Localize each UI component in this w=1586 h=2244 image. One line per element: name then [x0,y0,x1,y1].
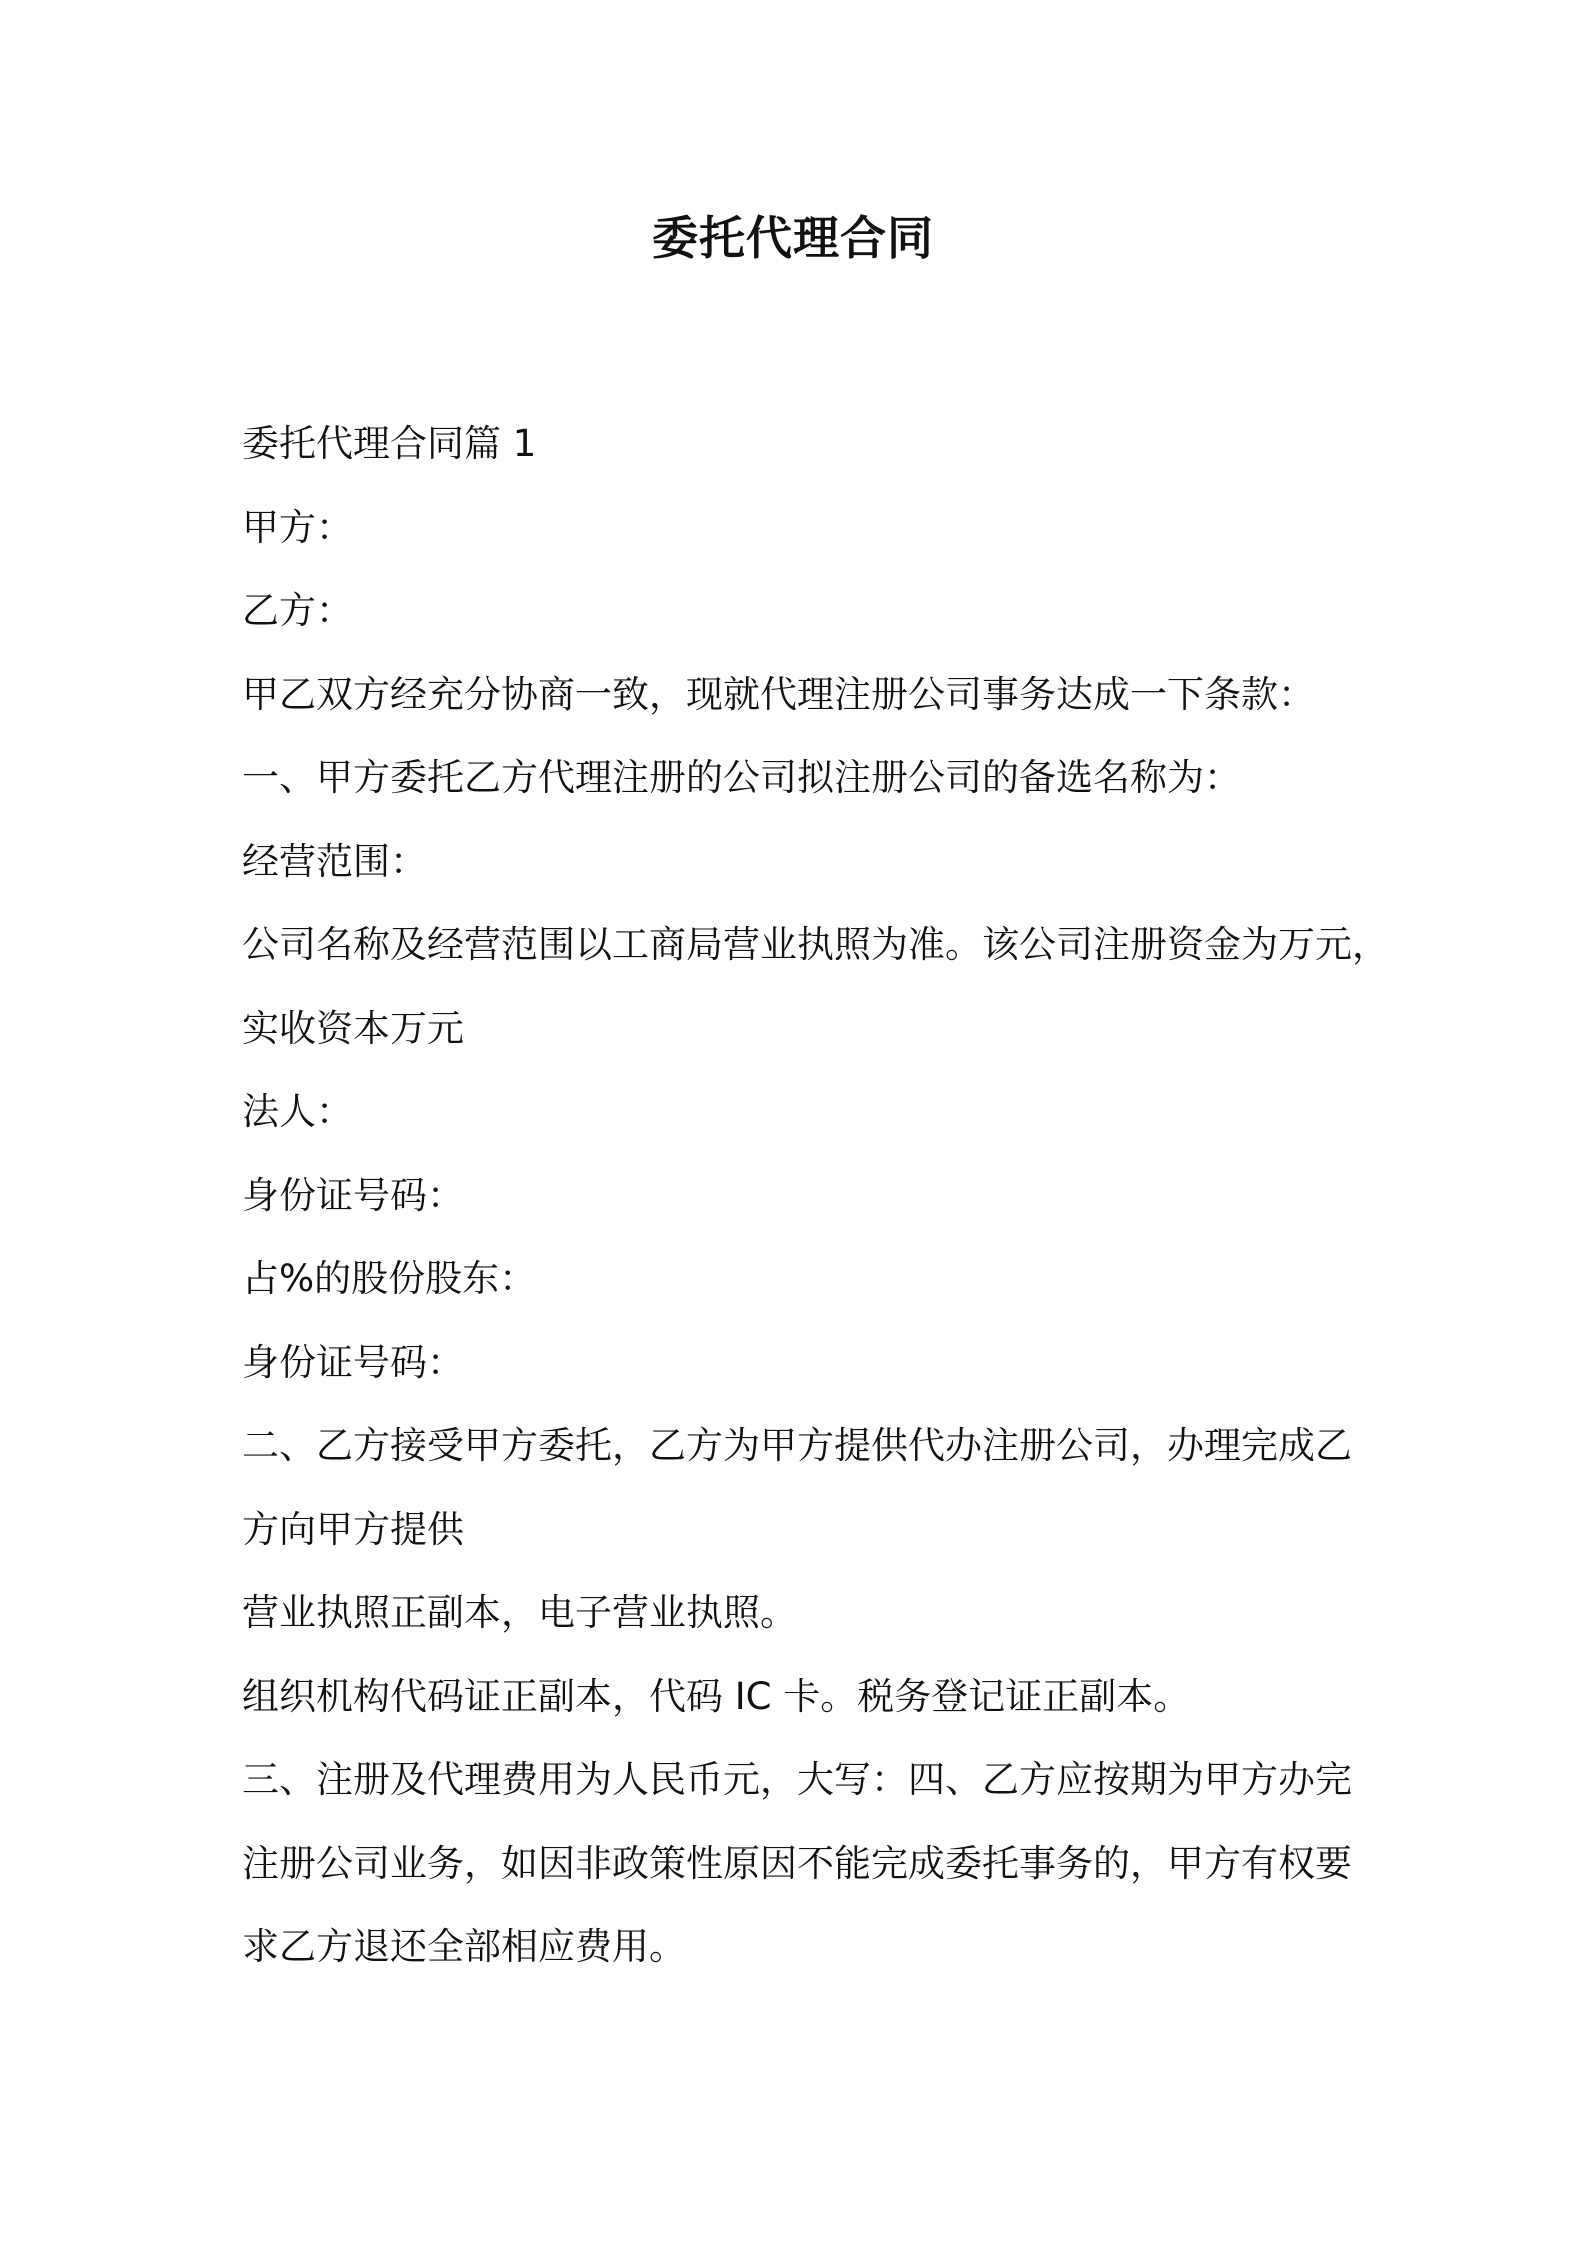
body-line: 方向甲方提供 [242,1507,464,1551]
body-line: 公司名称及经营范围以工商局营业执照为准。该公司注册资金为万元， [242,923,1389,966]
body-line: 营业执照正副本，电子营业执照。 [242,1591,797,1634]
body-line: 法人： [242,1090,353,1133]
body-line: 三、注册及代理费用为人民币元，大写：四、乙方应按期为甲方办完 [242,1758,1352,1801]
body-line: 身份证号码： [242,1173,464,1217]
section-heading: 委托代理合同篇 1 [242,422,537,465]
body-line: 组织机构代码证正副本，代码 IC 卡。税务登记证正副本。 [242,1674,1191,1718]
party-b-line: 乙方： [242,589,353,632]
body-line: 甲乙双方经充分协商一致，现就代理注册公司事务达成一下条款： [242,672,1315,716]
body-line: 一、甲方委托乙方代理注册的公司拟注册公司的备选名称为： [242,756,1241,799]
party-a-line: 甲方： [242,505,353,549]
body-line: 二、乙方接受甲方委托，乙方为甲方提供代办注册公司，办理完成乙 [242,1424,1352,1467]
document-body [242,402,1392,1989]
document-title: 委托代理合同 [652,211,934,265]
body-line: 注册公司业务，如因非政策性原因不能完成委托事务的，甲方有权要 [242,1841,1352,1885]
body-line: 实收资本万元 [242,1006,464,1050]
body-line: 求乙方退还全部相应费用。 [242,1925,686,1968]
body-line: 占%的股份股东： [242,1257,537,1300]
body-line: 身份证号码： [242,1340,464,1384]
body-line: 经营范围： [242,839,427,883]
